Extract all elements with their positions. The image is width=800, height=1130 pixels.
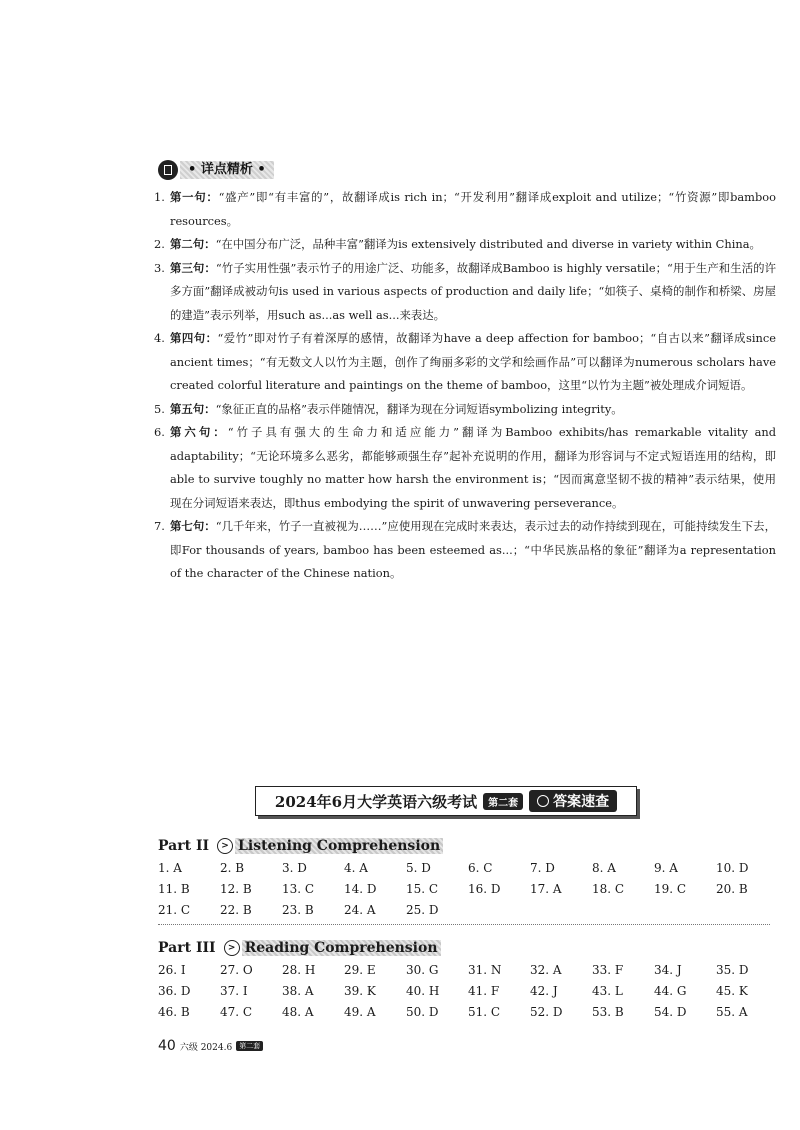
answer-item: 43. L [592, 984, 623, 998]
answer-item: 23. B [282, 903, 314, 917]
answer-item: 26. I [158, 963, 186, 977]
banner-answers-text: 答案速查 [553, 794, 610, 810]
analysis-item-number: 5. [154, 401, 165, 416]
analysis-item-text: “象征正直的品格”表示伴随情况，翻译为现在分词短语symbolizing integrity。 [215, 401, 623, 416]
analysis-item [150, 421, 776, 515]
answer-item: 18. C [592, 882, 625, 896]
analysis-item-number: 1. [154, 190, 165, 204]
analysis-item-number: 7. [154, 519, 165, 533]
part2-answers [158, 858, 778, 921]
answer-item: 45. K [716, 984, 748, 998]
answer-item: 4. A [344, 861, 368, 875]
answer-item: 2. B [220, 861, 245, 875]
analysis-item-lead: 第三句： [170, 260, 216, 275]
answer-item: 49. A [344, 1005, 376, 1019]
answer-item: 19. C [654, 882, 687, 896]
analysis-item [150, 398, 776, 422]
analysis-item [150, 186, 776, 233]
document-icon [158, 160, 178, 180]
answer-item: 30. G [406, 963, 439, 977]
analysis-item-lead: 第四句： [170, 331, 218, 345]
answer-item: 36. D [158, 984, 191, 998]
answer-item: 17. A [530, 882, 562, 896]
answer-item: 51. C [468, 1005, 501, 1019]
analysis-item-text: “在中国分布广泛，品种丰富”翻译为is extensively distributed and diverse in variety within China。 [215, 237, 761, 251]
answer-item: 35. D [716, 963, 749, 977]
answer-item: 24. A [344, 903, 376, 917]
answer-item: 40. H [406, 984, 440, 998]
answer-item: 50. D [406, 1005, 439, 1019]
footer-set-tag: 第二套 [236, 1041, 263, 1051]
analysis-item-lead: 第七句： [170, 519, 216, 533]
answer-item: 37. I [220, 984, 248, 998]
part2-label: Part II [158, 838, 210, 854]
banner-set-tag: 第二套 [483, 793, 523, 810]
answer-item: 54. D [654, 1005, 687, 1019]
analysis-item-lead: 第六句： [170, 425, 228, 439]
answer-item: 29. E [344, 963, 376, 977]
page-footer [158, 1038, 263, 1054]
analysis-item-text: “竹子具有强大的生命力和适应能力”翻译为Bamboo exhibits/has remarkable vitality and adaptability；“无论环境多么恶劣，都能够顽强生存”起补充说明的作用，翻译为形容词与不定式短语连用的结构，即able to survive toughly no matter how harsh the environment is；“因而寓意坚韧不拔的精神”表示结果，使用现在分词短语来表达，即thus embodying the spirit of unwavering perseverance。 [170, 425, 776, 510]
answer-item: 16. D [468, 882, 501, 896]
arrow-right-icon: > [217, 838, 233, 854]
analysis-item-lead: 第二句： [170, 237, 216, 251]
answer-item: 6. C [468, 861, 493, 875]
answer-item: 21. C [158, 903, 191, 917]
answer-item: 33. F [592, 963, 624, 977]
answer-item: 3. D [282, 861, 307, 875]
magnifier-icon [537, 795, 549, 807]
analysis-item-text: “爱竹”即对竹子有着深厚的感情，故翻译为have a deep affection for bamboo；“自古以来”翻译成since ancient times；“有无数文人以竹为主题，创作了绚丽多彩的文学和绘画作品”可以翻译为numerous scholars have created colorful literature and paintings on the theme of bamboo，这里“以竹为主题”被处理成介词短语。 [170, 331, 776, 392]
answer-item: 52. D [530, 1005, 563, 1019]
analysis-item-lead: 第一句： [170, 190, 219, 204]
analysis-item-text: “竹子实用性强”表示竹子的用途广泛、功能多，故翻译成Bamboo is highly versatile；“用于生产和生活的许多方面”翻译成被动句is used in various aspects of production and daily life；“如筷子、桌椅的制作和桥梁、房屋的建造”表示列举，用such as...as well as...来表达。 [170, 260, 776, 322]
answer-item: 38. A [282, 984, 314, 998]
answer-item: 20. B [716, 882, 748, 896]
answer-item: 32. A [530, 963, 562, 977]
answer-item: 10. D [716, 861, 749, 875]
answer-item: 12. B [220, 882, 252, 896]
analysis-item-number: 3. [154, 260, 165, 275]
footer-text: 六级 2024.6 [179, 1042, 233, 1053]
answer-item: 46. B [158, 1005, 190, 1019]
answer-item: 13. C [282, 882, 315, 896]
analysis-item-number: 6. [154, 425, 165, 439]
answer-item: 28. H [282, 963, 316, 977]
part2-heading [158, 838, 443, 854]
answer-item: 8. A [592, 861, 616, 875]
answer-item: 34. J [654, 963, 682, 977]
page-number: 40 [158, 1038, 176, 1054]
answer-item: 7. D [530, 861, 555, 875]
answer-item: 27. O [220, 963, 253, 977]
part3-answers [158, 960, 778, 1023]
analysis-item-lead: 第五句： [170, 401, 216, 416]
part2-title: Listening Comprehension [235, 838, 443, 854]
banner-answers-label [529, 790, 617, 812]
analysis-header-label: • 详点精析 • [180, 161, 274, 179]
analysis-item-text: “几千年来，竹子一直被视为……”应使用现在完成时来表达，表示过去的动作持续到现在，可能持续发生下去，即For thousands of years, bamboo has been esteemed as...；“中华民族品格的象征”翻译为a representation of the character of the Chinese nation。 [170, 519, 776, 580]
answer-item: 53. B [592, 1005, 624, 1019]
answer-item: 44. G [654, 984, 687, 998]
answer-key-banner [255, 786, 637, 816]
answer-item: 42. J [530, 984, 558, 998]
analysis-item [150, 257, 776, 328]
answer-item: 15. C [406, 882, 439, 896]
analysis-item [150, 233, 776, 257]
analysis-item-number: 2. [154, 237, 165, 251]
answer-item: 11. B [158, 882, 190, 896]
answer-item: 1. A [158, 861, 182, 875]
answer-item: 41. F [468, 984, 500, 998]
answer-item: 47. C [220, 1005, 253, 1019]
answer-item: 14. D [344, 882, 377, 896]
answer-item: 48. A [282, 1005, 314, 1019]
part3-title: Reading Comprehension [242, 940, 441, 956]
part3-heading [158, 940, 441, 956]
analysis-item [150, 327, 776, 398]
section-divider [158, 924, 770, 925]
answer-item: 5. D [406, 861, 431, 875]
answer-item: 9. A [654, 861, 678, 875]
analysis-list [150, 186, 776, 586]
banner-title: 2024年6月大学英语六级考试 [274, 792, 478, 811]
answer-item: 55. A [716, 1005, 748, 1019]
arrow-right-icon: > [224, 940, 240, 956]
answer-item: 31. N [468, 963, 502, 977]
analysis-item [150, 515, 776, 586]
answer-item: 25. D [406, 903, 439, 917]
answer-item: 22. B [220, 903, 252, 917]
analysis-item-text: “盛产”即“有丰富的”，故翻译成is rich in；“开发利用”翻译成exploit and utilize；“竹资源”即bamboo resources。 [170, 190, 776, 228]
part3-label: Part III [158, 940, 216, 956]
analysis-header [158, 160, 274, 180]
analysis-item-number: 4. [154, 331, 165, 345]
answer-item: 39. K [344, 984, 376, 998]
